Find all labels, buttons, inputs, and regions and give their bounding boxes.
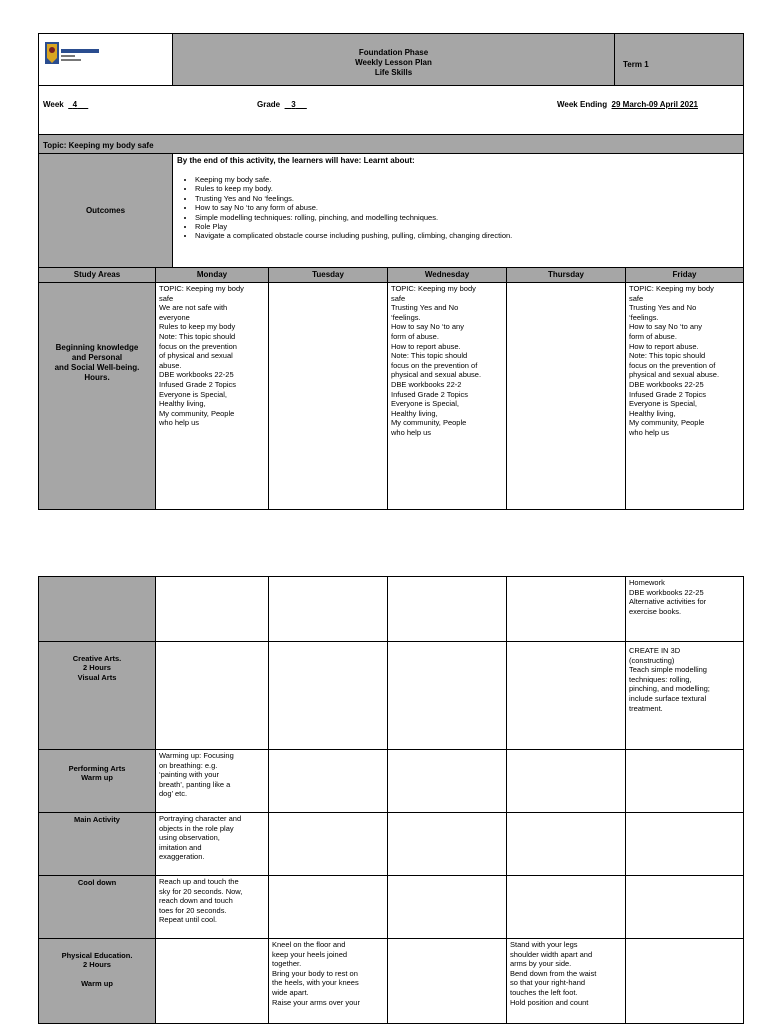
pe-thursday: Stand with your legs shoulder width apart and arms by your side. Bend down from the waist so that your right-hand touches the left foot. Hold position and count (506, 938, 626, 1024)
creative-wednesday (387, 641, 507, 750)
pe-label-cell (38, 938, 156, 1024)
outcomes-label: Outcomes (85, 206, 126, 215)
info-row (38, 85, 744, 135)
outcome-item: • Trusting Yes and No ‘feelings. (195, 194, 739, 203)
title-line-1: Foundation Phase (358, 48, 429, 57)
outcome-item: • Role Play (195, 222, 739, 231)
homework-label-cell (38, 576, 156, 642)
topic-row (38, 134, 744, 154)
performing-wednesday (387, 749, 507, 813)
outcomes-list (177, 175, 739, 241)
cool-label-cell (38, 875, 156, 939)
main-friday (625, 812, 744, 876)
main-wednesday (387, 812, 507, 876)
pe-wednesday (387, 938, 507, 1024)
creative-label-cell (38, 641, 156, 750)
creative-label: Creative Arts. 2 Hours Visual Arts (72, 653, 122, 682)
pe-label: Physical Education. 2 Hours Warm up (61, 950, 133, 989)
creative-tuesday (268, 641, 388, 750)
main-monday: Portraying character and objects in the role play using observation, imitation and exaggeration. (155, 812, 269, 876)
header-study-areas: Study Areas (38, 267, 156, 283)
beginning-label: Beginning knowledge and Personal and Social Well-being. Hours. (54, 343, 140, 382)
week-label: Week (43, 100, 64, 109)
beginning-wednesday: TOPIC: Keeping my body safe Trusting Yes and No ‘feelings. How to say No ‘to any form of abuse. How to report abuse. Note: This topic should focus on the prevention of physical and sexual abuse. DBE workbooks 22-2 Infused Grade 2 Topics Everyone is Special, Healthy living, My community, People who help us (387, 282, 507, 510)
outcomes-intro: By the end of this activity, the learners will have: Learnt about: (177, 156, 415, 165)
creative-thursday (506, 641, 626, 750)
term-label: Term 1 (623, 60, 649, 69)
performing-label-cell (38, 749, 156, 813)
beginning-thursday (506, 282, 626, 510)
homework-tuesday (268, 576, 388, 642)
beginning-tuesday (268, 282, 388, 510)
performing-friday (625, 749, 744, 813)
creative-friday: CREATE IN 3D (constructing) Teach simple modelling techniques: rolling, pinching, and modelling; include surface textural treatment. (625, 641, 744, 750)
performing-thursday (506, 749, 626, 813)
term-cell (614, 33, 744, 86)
main-tuesday (268, 812, 388, 876)
pe-tuesday: Kneel on the floor and keep your heels joined together. Bring your body to rest on the heels, with your knees wide apart. Raise your arms over your (268, 938, 388, 1024)
outcomes-label-cell (38, 153, 173, 268)
week-ending-label: Week Ending (557, 100, 608, 109)
outcome-item: • Navigate a complicated obstacle course including pushing, pulling, climbing, changing direction. (195, 231, 739, 240)
performing-monday: Warming up: Focusing on breathing: e.g. ‘painting with your breath’, panting like a dog’ etc. (155, 749, 269, 813)
beginning-label-cell (38, 282, 156, 510)
cool-friday (625, 875, 744, 939)
cool-thursday (506, 875, 626, 939)
cool-label: Cool down (77, 878, 117, 887)
header-thursday: Thursday (506, 267, 626, 283)
creative-monday (155, 641, 269, 750)
main-label: Main Activity (74, 815, 120, 824)
main-thursday (506, 812, 626, 876)
header-friday: Friday (625, 267, 744, 283)
pe-friday (625, 938, 744, 1024)
performing-label: Performing Arts Warm up (68, 763, 126, 783)
homework-thursday (506, 576, 626, 642)
title-cell (172, 33, 615, 86)
outcomes-content-cell (172, 153, 744, 268)
cool-wednesday (387, 875, 507, 939)
main-label-cell (38, 812, 156, 876)
logo-cell (38, 33, 173, 86)
header-tuesday: Tuesday (268, 267, 388, 283)
homework-monday (155, 576, 269, 642)
outcome-item: • Keeping my body safe. (195, 175, 739, 184)
cool-tuesday (268, 875, 388, 939)
outcome-item: • Simple modelling techniques: rolling, pinching, and modelling techniques. (195, 213, 739, 222)
cool-monday: Reach up and touch the sky for 20 seconds. Now, reach down and touch toes for 20 seconds. Repeat until cool. (155, 875, 269, 939)
header-wednesday: Wednesday (387, 267, 507, 283)
pe-monday (155, 938, 269, 1024)
gauteng-logo (43, 40, 103, 68)
title-line-3: Life Skills (374, 68, 413, 77)
beginning-monday: TOPIC: Keeping my body safe We are not safe with everyone Rules to keep my body Note: This topic should focus on the prevention of physical and sexual abuse. DBE workbooks 22-25 Infused Grade 2 Topics Everyone is Special, Healthy living, My community, People who help us (155, 282, 269, 510)
title-line-2: Weekly Lesson Plan (355, 58, 432, 67)
outcome-item: • How to say No ‘to any form of abuse. (195, 203, 739, 212)
header-monday: Monday (155, 267, 269, 283)
grade-value: 3 (291, 100, 296, 109)
topic-text: Topic: Keeping my body safe (43, 141, 154, 150)
homework-friday: Homework DBE workbooks 22-25 Alternative activities for exercise books. (625, 576, 744, 642)
grade-label: Grade (257, 100, 281, 109)
week-ending-value: 29 March-09 April 2021 (611, 100, 698, 109)
week-value: 4 (72, 100, 78, 109)
homework-wednesday (387, 576, 507, 642)
outcome-item: • Rules to keep my body. (195, 184, 739, 193)
beginning-friday: TOPIC: Keeping my body safe Trusting Yes and No ‘feelings. How to say No ‘to any form of abuse. How to report abuse. Note: This topic should focus on the prevention of physical and sexual abuse. DBE workbooks 22-25 Infused Grade 2 Topics Everyone is Special, Healthy living, My community, People who help us (625, 282, 744, 510)
performing-tuesday (268, 749, 388, 813)
